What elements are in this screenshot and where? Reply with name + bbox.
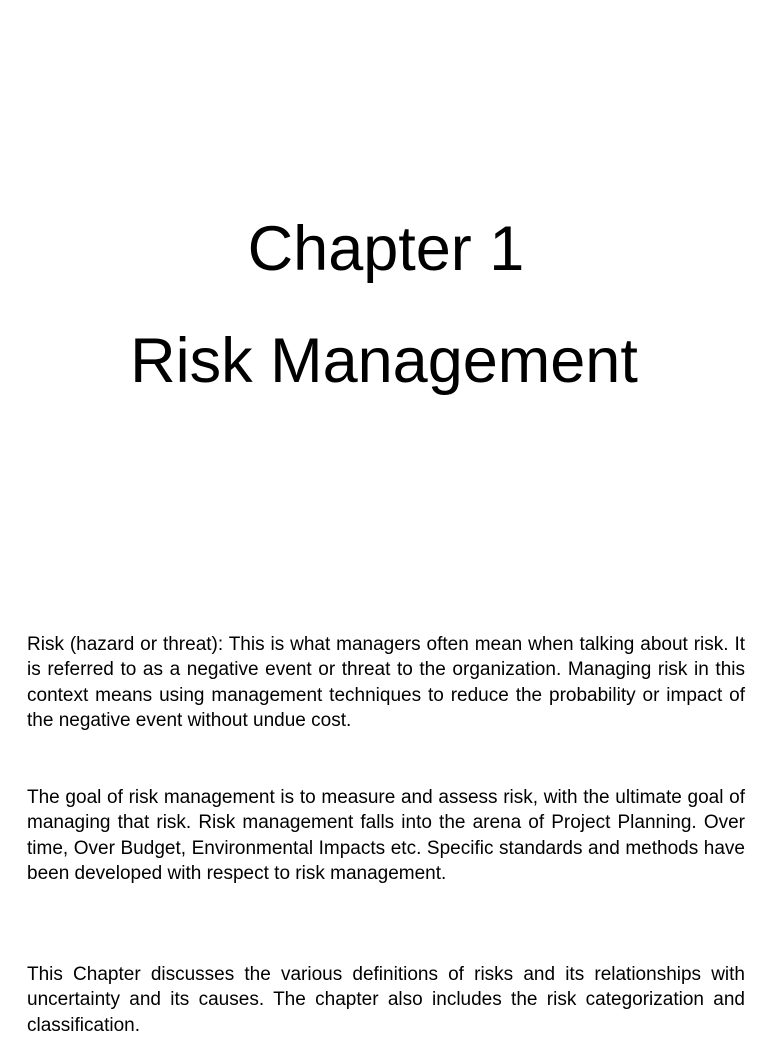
- chapter-number-heading: Chapter 1: [247, 214, 525, 284]
- body-paragraph-chapter-overview: This Chapter discusses the various definitions of risks and its relationships with uncertainty and its causes. The chapter also includes the risk categorization and classification.: [27, 964, 745, 1036]
- chapter-title-heading: Risk Management: [130, 326, 638, 396]
- body-paragraph-risk-management-goal: The goal of risk management is to measure and assess risk, with the ultimate goal of managing that risk. Risk management falls into the arena of Project Planning. Over time, Over Budget, Environmental Impacts etc. Specific standards and methods have been developed with respect to risk management.: [27, 787, 745, 884]
- body-paragraph-risk-definition: Risk (hazard or threat): This is what managers often mean when talking about risk. It is referred to as a negative event or threat to the organization. Managing risk in this context means using management techniques to reduce the probability or impact of the negative event without undue cost.: [27, 634, 745, 731]
